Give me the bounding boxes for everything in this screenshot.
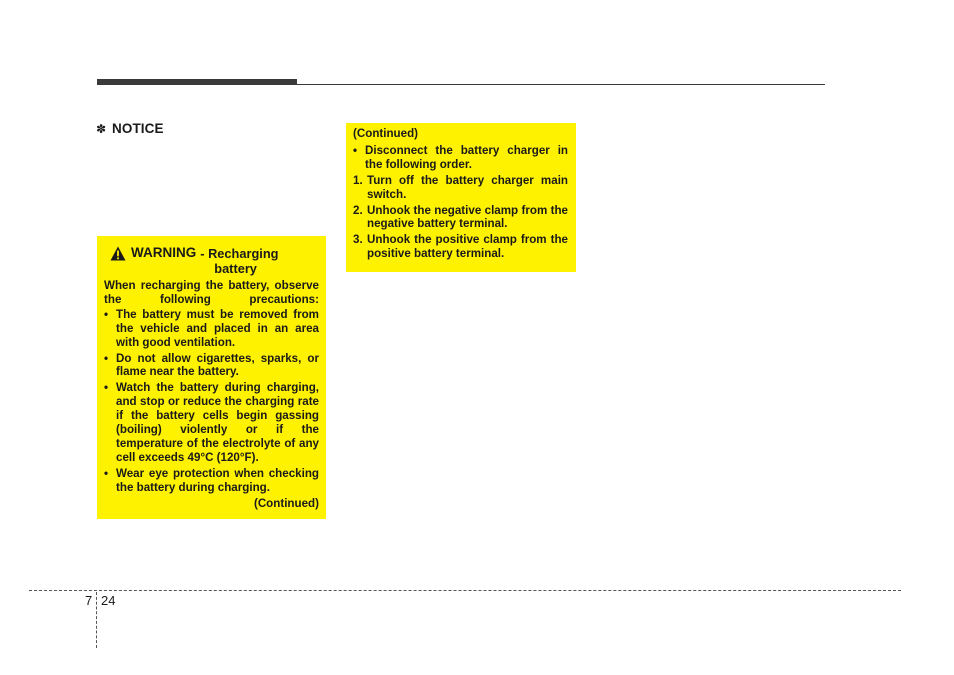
warning-bullet: • Do not allow cigarettes, sparks, or flame near the battery. — [104, 352, 319, 380]
continued-bullet: • Disconnect the battery charger in the following order. — [353, 144, 568, 172]
warning-continued: (Continued) — [253, 496, 319, 510]
step-number: 3. — [353, 233, 363, 247]
step-text: Turn off the battery charger main switch. — [367, 173, 568, 201]
step-number: 2. — [353, 203, 363, 217]
page-number: 24 — [101, 593, 116, 608]
continued-box — [346, 123, 576, 272]
continued-step — [353, 204, 568, 232]
warning-subtitle-line1: - Recharging — [200, 246, 279, 261]
warning-subtitle — [200, 246, 278, 276]
warning-word: WARNING — [131, 245, 197, 260]
warning-bullet: • Wear eye protection when checking the battery during charging. — [104, 467, 319, 495]
header-rule — [97, 84, 825, 85]
warning-bullet-list — [104, 308, 319, 495]
warning-triangle-icon — [110, 246, 126, 261]
continued-title: (Continued) — [353, 127, 419, 140]
notice-label: NOTICE — [112, 121, 164, 136]
chapter-number: 7 — [85, 593, 93, 608]
warning-bullet: • The battery must be removed from the vehicle and placed in an area with good ventilation. — [104, 308, 319, 350]
footer-dashed-rule — [29, 590, 901, 591]
warning-bullet: • Watch the battery during charging, and stop or reduce the charging rate if the battery cells begin gassing (boiling) violently or if the temperature of the electrolyte of any cell exceeds 49°C (120°F). — [104, 381, 319, 464]
continued-steps — [353, 174, 568, 261]
warning-intro: When recharging the battery, observe the following precautions: — [104, 279, 319, 306]
step-number: 1. — [353, 173, 363, 187]
continued-bullet-list — [353, 144, 568, 172]
notice-star-icon: ✽ — [96, 122, 107, 136]
warning-box — [97, 236, 326, 519]
warning-subtitle-line2: battery — [214, 261, 257, 276]
step-text: Unhook the negative clamp from the negative battery terminal. — [367, 203, 568, 231]
footer-vertical-rule — [96, 592, 97, 648]
continued-step — [353, 233, 568, 261]
step-text: Unhook the positive clamp from the positive battery terminal. — [367, 233, 568, 261]
continued-step — [353, 174, 568, 202]
warning-header — [104, 245, 319, 276]
notice-heading — [96, 121, 164, 136]
